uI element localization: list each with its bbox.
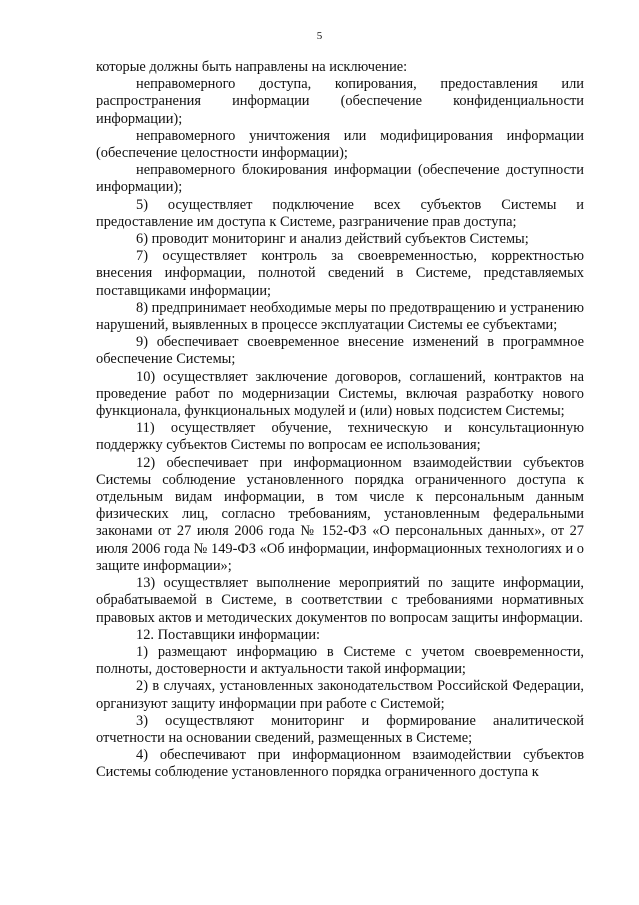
section-heading: 12. Поставщики информации:: [136, 626, 321, 643]
page-number: 5: [316, 30, 323, 42]
paragraph: 9) обеспечивает своевременное внесение изменений в программное обеспечение Системы;: [96, 334, 584, 368]
document-body: [96, 59, 584, 782]
paragraph: 13) осуществляет выполнение мероприятий по защите информации, обрабатываемой в Системе, в соответствии с требованиями нормативных правовых актов и методических документов по вопросам защиты информации.: [96, 575, 584, 626]
paragraph: 10) осуществляет заключение договоров, соглашений, контрактов на проведение работ по модернизации Системы, включая разработку нового функционала, функциональных модулей и (или) новых подсистем Системы;: [96, 368, 584, 420]
paragraph: 6) проводит мониторинг и анализ действий субъектов Системы;: [136, 231, 529, 248]
paragraph: 11) осуществляет обучение, техническую и консультационную поддержку субъектов Системы по вопросам ее использования;: [96, 420, 584, 454]
paragraph: неправомерного доступа, копирования, предоставления или распространения информации (обеспечение конфиденциальности информации);: [96, 76, 584, 127]
paragraph: 3) осуществляют мониторинг и формирование аналитической отчетности на основании сведений, размещенных в Системе;: [96, 712, 584, 746]
paragraph: 8) предпринимает необходимые меры по предотвращению и устранению нарушений, выявленных в процессе эксплуатации Системы ее субъектами;: [96, 299, 584, 334]
paragraph: 1) размещают информацию в Системе с учетом своевременности, полноты, достоверности и актуальности такой информации;: [96, 643, 584, 678]
paragraph: 7) осуществляет контроль за своевременностью, корректностью внесения информации, полнотой сведений в Системе, представляемых поставщиками информации;: [96, 248, 584, 299]
paragraph: 4) обеспечивают при информационном взаимодействии субъектов Системы соблюдение установленного порядка ограниченного доступа к: [96, 747, 584, 781]
paragraph: неправомерного блокирования информации (обеспечение доступности информации);: [96, 162, 584, 196]
paragraph: неправомерного уничтожения или модифицирования информации (обеспечение целостности информации);: [96, 127, 584, 162]
paragraph: которые должны быть направлены на исключение:: [96, 59, 408, 75]
paragraph: 12) обеспечивает при информационном взаимодействии субъектов Системы соблюдение установленного порядка ограниченного доступа к отдельным видам информации, в том числе к персональным данным физических лиц, согласно требованиям, установленным федеральными законами от 27 июля 2006 года № 152-ФЗ «О персональных данных», от 27 июля 2006 года № 149-ФЗ «Об информации, информационных технологиях и о защите информации»;: [96, 454, 584, 574]
paragraph: 5) осуществляет подключение всех субъектов Системы и предоставление им доступа к Системе, разграничение прав доступа;: [96, 196, 584, 230]
paragraph: 2) в случаях, установленных законодательством Российской Федерации, организуют защиту информации при работе с Системой;: [96, 678, 584, 712]
